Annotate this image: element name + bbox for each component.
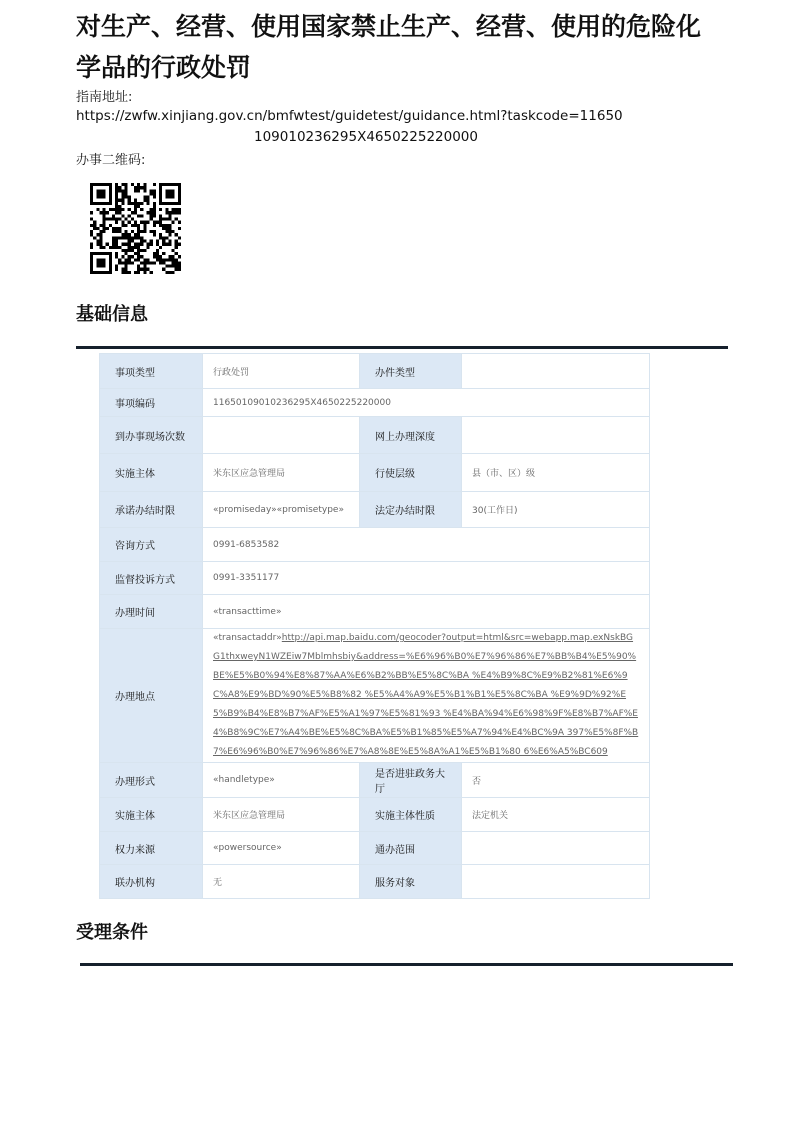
cell-value: 0991-6853582 xyxy=(203,528,650,562)
cell-value xyxy=(203,417,360,454)
cell-label: 咨询方式 xyxy=(100,528,203,562)
transact-address-prefix: «transactaddr» xyxy=(213,633,282,643)
cell-value: 0991-3351177 xyxy=(203,562,650,595)
cell-value: 行政处罚 xyxy=(203,354,360,389)
cell-value: 11650109010236295X4650225220000 xyxy=(203,389,650,417)
table-row xyxy=(100,562,650,595)
cell-label: 办理时间 xyxy=(100,595,203,629)
cell-label: 法定办结时限 xyxy=(360,492,462,528)
cell-label: 实施主体 xyxy=(100,798,203,832)
cell-label: 承诺办结时限 xyxy=(100,492,203,528)
cell-label: 通办范围 xyxy=(360,832,462,865)
cell-value: 30(工作日) xyxy=(462,492,650,528)
cell-label: 办件类型 xyxy=(360,354,462,389)
qr-code-icon xyxy=(90,183,181,274)
table-row xyxy=(100,454,650,492)
table-row xyxy=(100,798,650,832)
table-row xyxy=(100,763,650,798)
cell-value: «transacttime» xyxy=(203,595,650,629)
cell-label: 实施主体性质 xyxy=(360,798,462,832)
table-row xyxy=(100,865,650,899)
cell-label: 办理形式 xyxy=(100,763,203,798)
section-title-basic-info: 基础信息 xyxy=(76,304,148,325)
cell-value: «handletype» xyxy=(203,763,360,798)
section-title-conditions: 受理条件 xyxy=(76,922,148,943)
cell-label: 是否进驻政务大厅 xyxy=(360,763,462,798)
table-row xyxy=(100,629,650,763)
guide-url-line2: 109010236295X4650225220000 xyxy=(254,129,478,145)
table-row xyxy=(100,354,650,389)
cell-value: «powersource» xyxy=(203,832,360,865)
basic-info-table xyxy=(99,353,650,899)
guide-address-label: 指南地址: xyxy=(76,90,133,105)
section-divider xyxy=(76,346,728,349)
cell-label: 实施主体 xyxy=(100,454,203,492)
cell-label: 网上办理深度 xyxy=(360,417,462,454)
cell-label: 服务对象 xyxy=(360,865,462,899)
cell-label: 事项类型 xyxy=(100,354,203,389)
guide-url[interactable] xyxy=(76,106,682,148)
table-row xyxy=(100,492,650,528)
cell-label: 行使层级 xyxy=(360,454,462,492)
cell-label: 办理地点 xyxy=(100,629,203,763)
map-link[interactable]: http://api.map.baidu.com/geocoder?output=html&src=webapp.map.exNskBGG1thxweyN1WZEiw7Mblmhsbiy&address=%E6%96%B0%E7%96%86%E7%BB%B4%E5%90%BE%E5%B0%94%E8%87%AA%E6%B2%BB%E5%8C%BA %E4%B9%8C%E9%B2%81%E6%9C%A8%E9%BD%90%E5%B8%82 %E5%A4%A9%E5%B1%B1%E5%8C%BA %E9%9D%92%E5%B9%B4%E8%B7%AF%E5%A1%97%E5%81%93 %E4%BA%94%E6%98%9F%E8%B7%AF%E4%B8%9C%E7%A4%BE%E5%8C%BA%E5%B1%85%E5%A7%94%E4%BC%9A 397%E5%8F%B7%E6%96%B0%E7%96%86%E7%A8%8E%E5%8A%A1%E5%B1%80 6%E6%A5%BC609 xyxy=(213,633,639,757)
cell-value xyxy=(462,417,650,454)
guide-url-line1: https://zwfw.xinjiang.gov.cn/bmfwtest/guidetest/guidance.html?taskcode=11650 xyxy=(76,108,623,124)
cell-value xyxy=(462,354,650,389)
cell-value: 否 xyxy=(462,763,650,798)
cell-value xyxy=(462,832,650,865)
cell-label: 事项编码 xyxy=(100,389,203,417)
table-row xyxy=(100,417,650,454)
transact-address-cell xyxy=(203,629,650,763)
cell-value xyxy=(462,865,650,899)
qr-code-label: 办事二维码: xyxy=(76,153,146,168)
cell-label: 监督投诉方式 xyxy=(100,562,203,595)
cell-label: 联办机构 xyxy=(100,865,203,899)
cell-label: 到办事现场次数 xyxy=(100,417,203,454)
table-row xyxy=(100,528,650,562)
page-title: 对生产、经营、使用国家禁止生产、经营、使用的危险化学品的行政处罚 xyxy=(76,12,702,82)
table-row xyxy=(100,389,650,417)
section-divider xyxy=(80,963,733,966)
table-row xyxy=(100,595,650,629)
table-row xyxy=(100,832,650,865)
cell-value: 米东区应急管理局 xyxy=(203,798,360,832)
cell-value: 米东区应急管理局 xyxy=(203,454,360,492)
cell-label: 权力来源 xyxy=(100,832,203,865)
cell-value: «promiseday»«promisetype» xyxy=(203,492,360,528)
cell-value: 县（市、区）级 xyxy=(462,454,650,492)
cell-value: 法定机关 xyxy=(462,798,650,832)
cell-value: 无 xyxy=(203,865,360,899)
